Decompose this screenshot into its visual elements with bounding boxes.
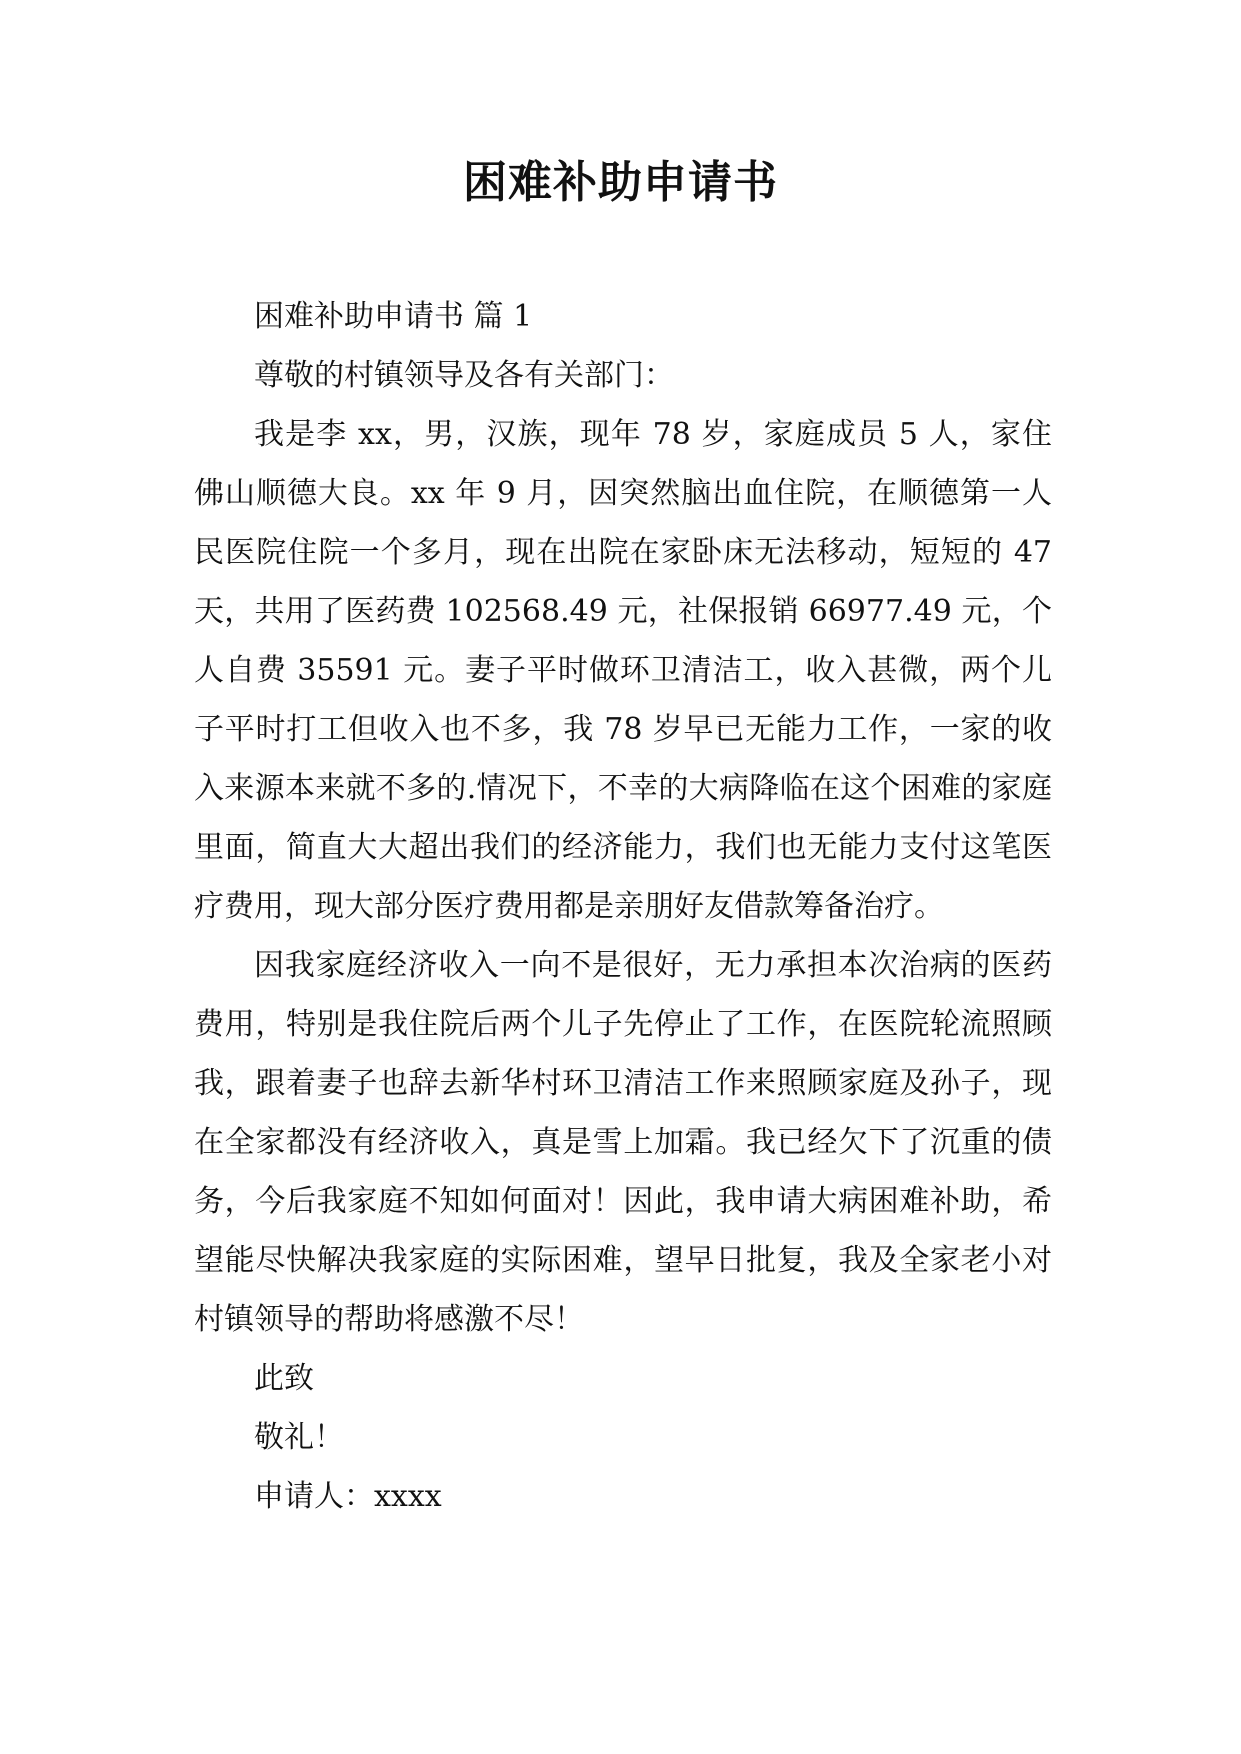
salutation: 尊敬的村镇领导及各有关部门：: [254, 358, 674, 393]
closing-greeting: 此致: [254, 1361, 314, 1396]
section-heading: 困难补助申请书 篇 1: [254, 299, 533, 334]
document-title: 困难补助申请书: [463, 157, 778, 208]
body-paragraph-1: 我是李 xx，男，汉族，现年 78 岁，家庭成员 5 人，家住佛山顺德大良。xx 年 9 月，因突然脑出血住院，在顺德第一人民医院住院一个多月，现在出院在家卧床无法移动，短短的 47 天，共用了医药费 102568.49 元，社保报销 66977.49 元，个人自费 35591 元。妻子平时做环卫清洁工，收入甚微，两个儿子平时打工但收入也不多，我 78 岁早已无能力工作，一家的收入来源本来就不多的.情况下，不幸的大病降临在这个困难的家庭里面，简直大大超出我们的经济能力，我们也无能力支付这笔医疗费用，现大部分医疗费用都是亲朋好友借款筹备治疗。: [194, 417, 1052, 924]
body-paragraph-2: 因我家庭经济收入一向不是很好，无力承担本次治病的医药费用，特别是我住院后两个儿子先停止了工作，在医院轮流照顾我，跟着妻子也辞去新华村环卫清洁工作来照顾家庭及孙子，现在全家都没有经济收入，真是雪上加霜。我已经欠下了沉重的债务，今后我家庭不知如何面对！因此，我申请大病困难补助，希望能尽快解决我家庭的实际困难，望早日批复，我及全家老小对村镇领导的帮助将感激不尽！: [194, 948, 1052, 1337]
closing-salute: 敬礼！: [254, 1420, 344, 1455]
document-body: [194, 287, 1052, 1526]
applicant-signature: 申请人：xxxx: [254, 1479, 442, 1514]
